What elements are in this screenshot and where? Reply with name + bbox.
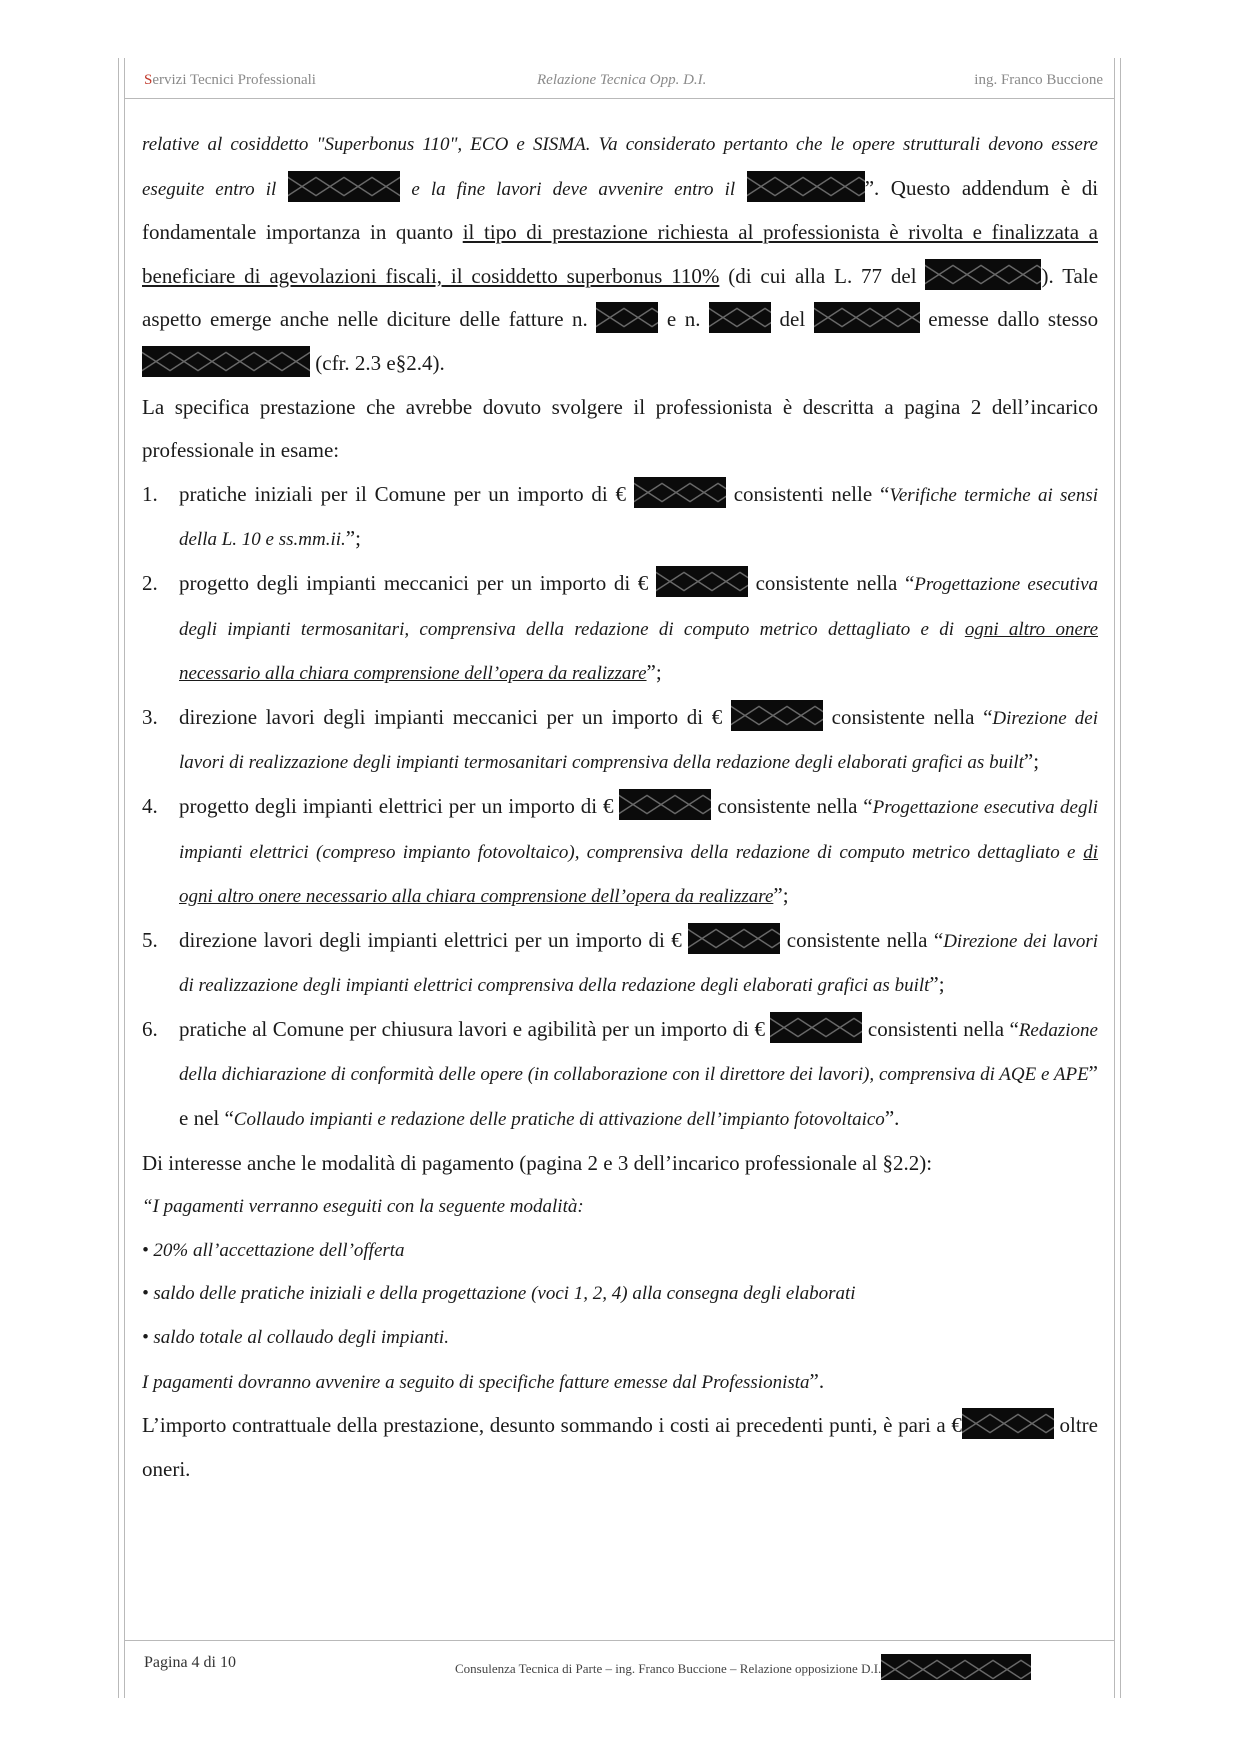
quote-line: • saldo delle pratiche iniziali e della progettazione (voci 1, 2, 4) alla consegna degli elaborati <box>142 1283 856 1305</box>
list-item <box>142 919 1098 1008</box>
redaction <box>288 171 400 202</box>
list-item-quote-underlined: ogni altro onere necessario alla chiara comprensione dell’opera da realizzare <box>179 618 1099 685</box>
paragraph-1-f: ). Tale aspetto emerge anche nelle diciture delle fatture n. <box>142 263 1099 332</box>
frame-right-inner <box>1114 58 1115 1698</box>
list-item-quote: Redazione della dichiarazione di conformità delle opere (in collaborazione con il direttore dei lavori), comprensiva di AQE e APE <box>179 1019 1098 1086</box>
footer-rule <box>124 1640 1114 1641</box>
header-left <box>144 72 316 89</box>
redaction <box>709 302 771 333</box>
list-item-number: 3. <box>142 704 158 729</box>
redaction <box>962 1408 1054 1439</box>
list-item-text: ”; <box>929 972 945 997</box>
list-item-quote: Progettazione esecutiva degli impianti elettrici (compreso impianto fotovoltaico), comprensiva della redazione di computo metrico dettagliato e <box>179 796 1099 863</box>
list-item-quote: Verifiche termiche ai sensi della L. 10 e ss.mm.ii. <box>179 484 1099 551</box>
header-left-rest: ervizi Tecnici Professionali <box>152 72 316 88</box>
list-item-text: consistenti nelle “ <box>733 481 890 506</box>
list-item-number: 1. <box>142 481 158 506</box>
list-item-text: ”; <box>1023 749 1040 774</box>
paragraph-3: Di interesse anche le modalità di pagamento (pagina 2 e 3 dell’incarico professionale al §2.2): <box>142 1150 933 1175</box>
redaction <box>770 1012 862 1043</box>
redaction <box>747 171 865 202</box>
list-item-text: consistente nella “ <box>786 927 944 952</box>
redaction <box>925 259 1041 290</box>
paragraph-4-end: oltre oneri. <box>142 1413 1098 1481</box>
header-right: ing. Franco Buccione <box>974 72 1103 88</box>
paragraph-1-h: del <box>779 307 806 332</box>
header-left-first-letter: S <box>144 72 153 88</box>
redaction <box>656 566 748 597</box>
redaction <box>142 346 310 377</box>
redaction <box>619 789 711 820</box>
list-item-text: pratiche iniziali per il Comune per un importo di € <box>179 481 627 506</box>
list-item-text: ”; <box>646 660 662 685</box>
paragraph-1-italic-a: relative al cosiddetto "Superbonus 110", ECO e SISMA. Va considerato pertanto che le opere strutturali devono essere eseguite entro il <box>142 134 1098 200</box>
list-item-text: ”; <box>345 526 361 551</box>
paragraph-2: La specifica prestazione che avrebbe dovuto svolgere il professionista è descritta a pagina 2 dell’incarico professionale in esame: <box>142 394 1098 463</box>
list-item-text: direzione lavori degli impianti elettrici per un importo di € <box>179 927 682 952</box>
header-rule <box>124 98 1114 99</box>
list-item-text: ”. <box>884 1106 900 1131</box>
paragraph-4 <box>142 1404 1098 1491</box>
list-item-number: 2. <box>142 570 158 595</box>
list-item-quote-underlined: di ogni altro onere necessario alla chiara comprensione dell’opera da realizzare <box>179 841 1098 908</box>
frame-right-outer <box>1120 58 1121 1698</box>
quote-last-line <box>142 1360 1098 1405</box>
list-item-number: 4. <box>142 793 158 818</box>
quote-line: • 20% all’accettazione dell’offerta <box>142 1239 405 1261</box>
redaction <box>634 477 726 508</box>
redaction <box>688 923 780 954</box>
quote-close: ”. <box>809 1368 825 1393</box>
quote-last-text: I pagamenti dovranno avvenire a seguito di specifiche fatture emesse dal Professionista <box>142 1371 810 1393</box>
paragraph-1-underlined: il tipo di prestazione richiesta al professionista è rivolta e finalizzata a beneficiare di agevolazioni fiscali, il cosiddetto superbonus 110% <box>142 220 1098 288</box>
paragraph-1-g: e n. <box>666 307 701 332</box>
list-item <box>142 785 1098 919</box>
list-item-quote: Direzione dei lavori di realizzazione degli impianti elettrici comprensiva della redazione degli elaborati grafici as built <box>179 930 1099 997</box>
list-item <box>142 473 1098 562</box>
list-item-text: direzione lavori degli impianti meccanici per un importo di € <box>179 704 723 729</box>
paragraph-1 <box>142 122 1098 386</box>
list-item-quote: Direzione dei lavori di realizzazione degli impianti termosanitari comprensiva della redazione degli elaborati grafici as built <box>179 707 1099 774</box>
list-item-number: 6. <box>142 1016 158 1041</box>
redaction <box>596 302 658 333</box>
list-item-number: 5. <box>142 927 158 952</box>
list-item <box>142 696 1098 785</box>
quote-line: • saldo totale al collaudo degli impianti. <box>142 1327 449 1349</box>
list-item-text: pratiche al Comune per chiusura lavori e agibilità per un importo di € <box>179 1016 765 1041</box>
list-item-text: consistente nella “ <box>755 570 915 595</box>
paragraph-1-italic-b: e la fine lavori deve avvenire entro il <box>411 178 736 200</box>
redaction <box>881 1654 1031 1680</box>
services-list <box>142 473 1098 1142</box>
list-item <box>142 1008 1098 1142</box>
list-item-quote: Collaudo impianti e redazione delle pratiche di attivazione dell’impianto fotovoltaico <box>233 1109 885 1131</box>
frame-left-inner <box>124 58 125 1698</box>
redaction <box>814 302 920 333</box>
list-item <box>142 562 1098 696</box>
list-item-text: consistente nella “ <box>831 704 993 729</box>
list-item-text: consistente nella “ <box>717 793 873 818</box>
paragraph-1-j: (cfr. 2.3 e§2.4). <box>315 350 445 375</box>
list-item-text: ” e nel “ <box>179 1061 1098 1131</box>
header-center: Relazione Tecnica Opp. D.I. <box>537 72 707 88</box>
list-item-text: ”; <box>773 883 789 908</box>
footer-right-text: Consulenza Tecnica di Parte – ing. Franco Buccione – Relazione opposizione D.I. <box>455 1661 882 1676</box>
list-item-text: progetto degli impianti meccanici per un importo di € <box>179 570 649 595</box>
list-item-quote: Progettazione esecutiva degli impianti termosanitari, comprensiva della redazione di computo metrico dettagliato e di <box>179 573 1099 640</box>
frame-left-outer <box>118 58 119 1698</box>
quote-line: “I pagamenti verranno eseguiti con la seguente modalità: <box>142 1196 584 1218</box>
redaction <box>731 700 823 731</box>
paragraph-1-c: ”. Questo addendum è di fondamentale importanza in quanto <box>142 175 1099 245</box>
list-item-text: progetto degli impianti elettrici per un importo di € <box>179 793 614 818</box>
footer-right <box>455 1654 1031 1680</box>
list-item-text: consistenti nella “ <box>867 1016 1019 1041</box>
paragraph-1-i: emesse dallo stesso <box>928 307 1099 332</box>
paragraph-4-text: L’importo contrattuale della prestazione, desunto sommando i costi ai precedenti punti, è pari a € <box>142 1413 962 1438</box>
paragraph-1-e: (di cui alla L. 77 del <box>728 263 917 288</box>
document-body <box>142 122 1098 1491</box>
footer-page-number: Pagina 4 di 10 <box>144 1654 236 1671</box>
